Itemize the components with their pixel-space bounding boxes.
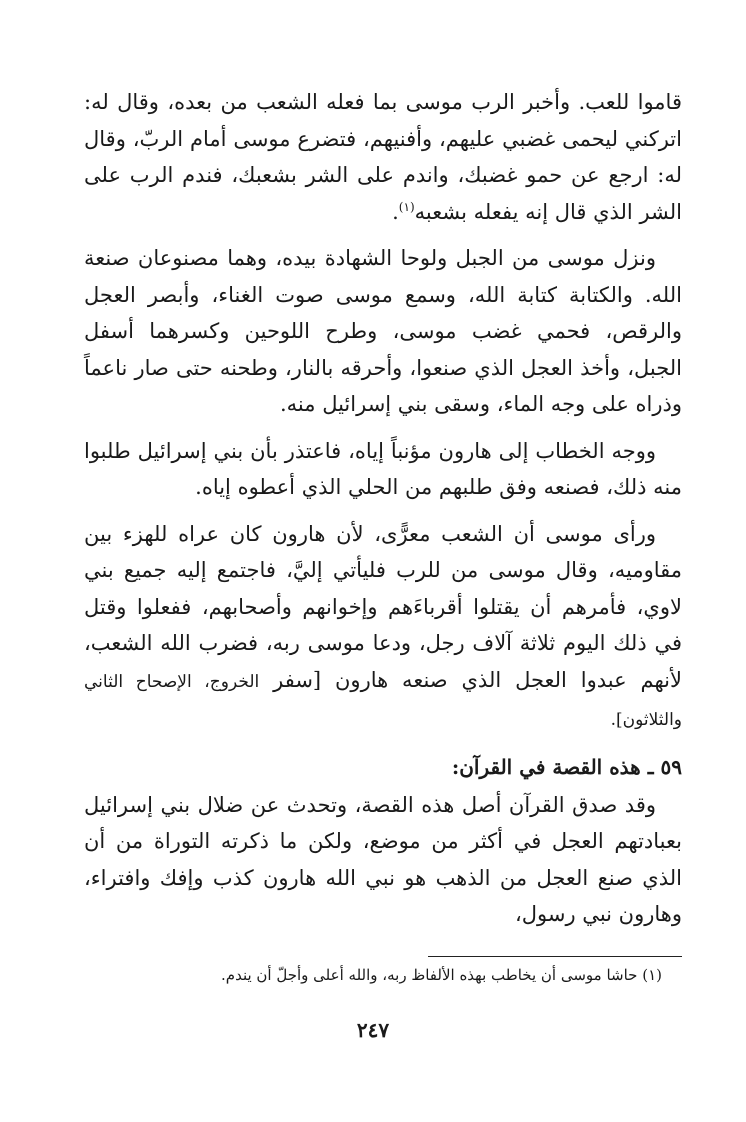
section-title: هذه القصة في القرآن: [451,754,641,779]
footnote: (١) حاشا موسى أن يخاطب بهذه الألفاظ ربه، والله أعلى وأجلّ أن يندم. [221,966,662,984]
paragraph-4-text: ورأى موسى أن الشعب معرًّى، لأن هارون كان عراه للهزء بين مقاوميه، وقال موسى من للرب فليأتي إليَّ، فاجتمع إليه جميع بني لاوي، فأمرهم أن يقتلوا أقرباءَهم وإخوانهم وأصحابهم، ففعلوا وقتل في ذلك اليوم ثلاثة آلاف رجل، ودعا موسى ربه، فضرب الله الشعب، لأنهم عبدوا العجل الذي صنعه هارون [سفر [84,521,682,692]
paragraph-5: وقد صدق القرآن أصل هذه القصة، وتحدث عن ضلال بني إسرائيل بعبادتهم العجل في أكثر من موضع، ولكن ما ذكرته التوراة من أن الذي صنع العجل من الذهب هو نبي الله هارون كذب وإفك وافتراء، وهارون نبي رسول، [84,792,682,926]
section-heading [84,749,682,785]
paragraph-2: ونزل موسى من الجبل ولوحا الشهادة بيده، وهما مصنوعان صنعة الله. والكتابة كتابة الله، وسمع موسى صوت الغناء، وأبصر العجل والرقص، فحمي غضب موسى، وطرح اللوحين وكسرهما أسفل الجبل، وأخذ العجل الذي صنعوا، وأحرقه بالنار، وطحنه حتى صار ناعماً وذراه على وجه الماء، وسقى بني إسرائيل منه. [84,246,682,416]
page-number: ٢٤٧ [356,1018,390,1042]
paragraph-1 [84,84,682,230]
paragraph-1-text: قاموا للعب. وأخبر الرب موسى بما فعله الشعب من بعده، وقال له: اتركني ليحمى غضبي عليهم، وأفنيهم، فتضرع موسى أمام الربّ، وقال له: ارجع عن حمو غضبك، واندم على الشر بشعبك، فندم الرب على الشر الذي قال إنه يفعله بشعبه [84,90,682,224]
section-number: ٥٩ ـ [647,754,682,779]
footnote-divider [428,956,682,957]
paragraph-1-end: . [392,199,399,224]
page-body [84,84,682,943]
paragraph-4-citation: الخروج، الإصحاح الثاني والثلاثون]. [84,671,682,730]
footnote-reference[interactable]: (١) [398,199,415,214]
paragraph-3: ووجه الخطاب إلى هارون مؤنباً إياه، فاعتذر بأن بني إسرائيل طلبوا منه ذلك، فصنعه وفق طلبهم من الحلي الذي أعطوه إياه. [84,438,682,499]
paragraph-4 [84,516,682,739]
